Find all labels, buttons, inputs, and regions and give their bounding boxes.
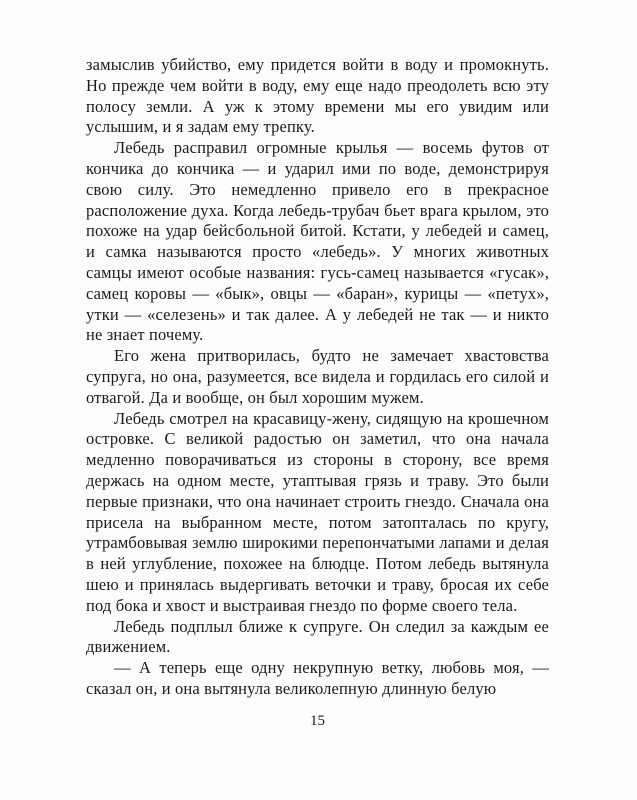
paragraph-dialogue: — А теперь еще одну некрупную ветку, любовь моя, — сказал он, и она вытянула великолепную длинную белую <box>86 658 549 698</box>
paragraph: Лебедь подплыл ближе к супруге. Он следил за каждым ее движением. <box>86 616 549 657</box>
paragraph: Лебедь расправил огромные крылья — восемь футов от кончика до кончика — и ударил ими по воде, демонстрируя свою силу. Это немедленно привело его в прекрасное расположение духа. Когда лебедь-трубач бьет врага крылом, это похоже на удар бейсбольной битой. Кстати, у лебедей и самец, и самка называются просто «лебедь». У многих животных самцы имеют особые названия: гусь-самец называется «гусак», самец коровы — «бык», овцы — «баран», курицы — «петух», утки — «селезень» и так далее. А у лебедей не так — и никто не знает почему. <box>86 138 549 345</box>
paragraph-continuation: замыслив убийство, ему придется войти в воду и промокнуть. Но прежде чем войти в воду, ему еще надо преодолеть всю эту полосу земли. А уж к этому времени мы его увидим или услышим, и я задам ему трепку. <box>86 55 549 137</box>
paragraph: Лебедь смотрел на красавицу-жену, сидящую на крошечном островке. С великой радостью он заметил, что она начала медленно поворачиваться из стороны в сторону, все время держась на одном месте, утаптывая грязь и траву. Это были первые признаки, что она начинает строить гнездо. Сначала она присела на выбранном месте, потом затопталась по кругу, утрамбовывая землю широкими перепончатыми лапами и делая в ней углубление, похожее на блюдце. Потом лебедь вытянула шею и принялась выдергивать веточки и траву, бросая их себе под бока и хвост и выстраивая гнездо по форме своего тела. <box>86 408 549 615</box>
text-block <box>86 55 549 700</box>
paragraph: Его жена притворилась, будто не замечает хвастовства супруга, но она, разумеется, все видела и гордилась его силой и отвагой. Да и вообще, он был хорошим мужем. <box>86 346 549 407</box>
page-number: 15 <box>310 712 325 729</box>
